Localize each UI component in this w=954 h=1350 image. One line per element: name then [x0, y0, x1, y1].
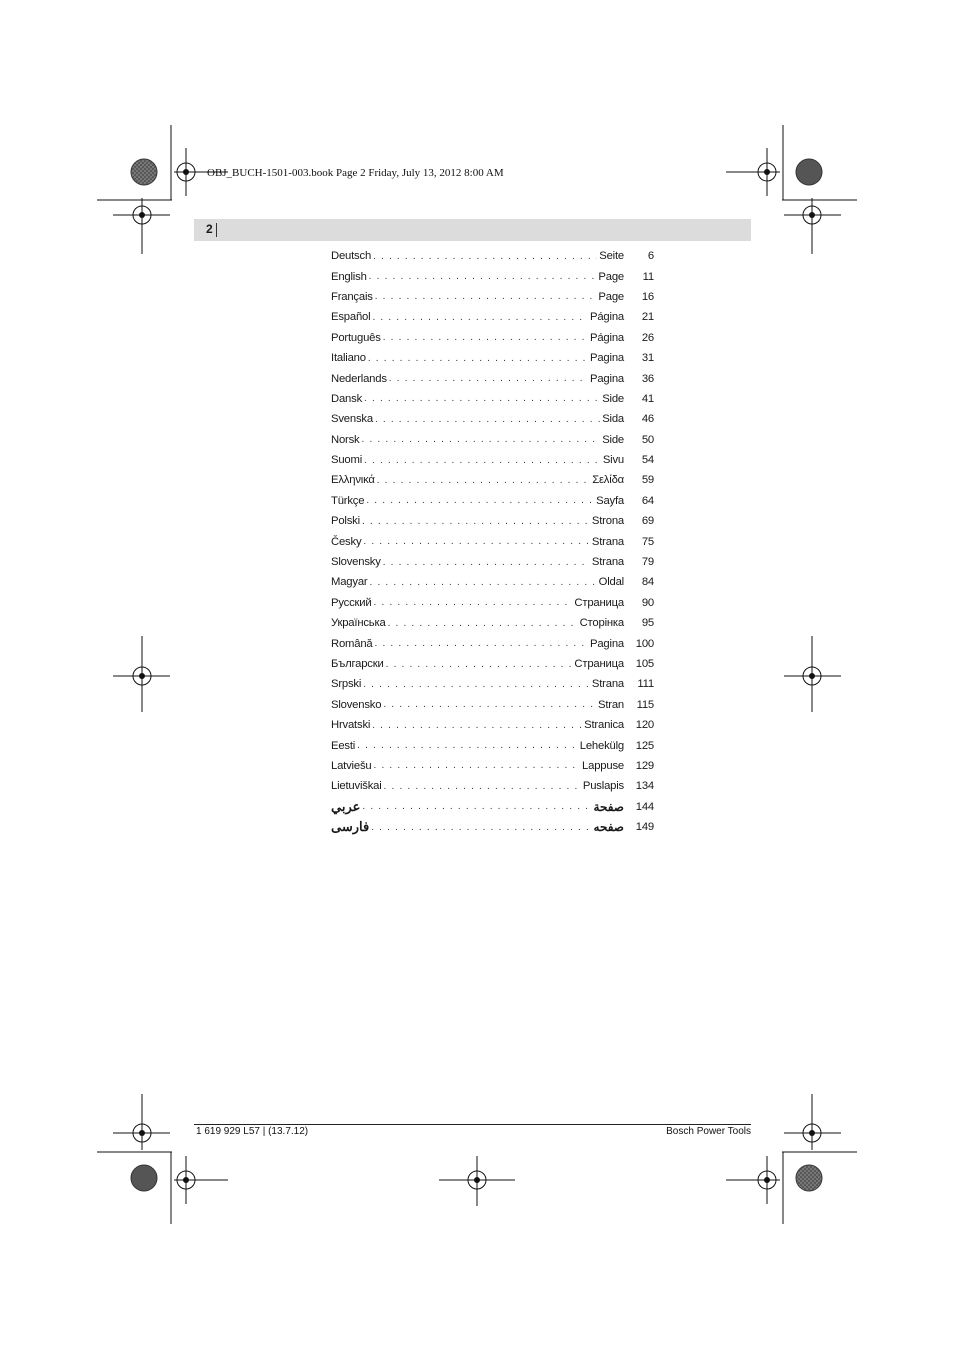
toc-leader-dots — [363, 679, 590, 690]
toc-row — [331, 266, 654, 286]
toc-row — [331, 613, 654, 633]
toc-page-word: Sida — [602, 413, 624, 426]
toc-language: Русский — [331, 596, 372, 609]
toc-page-word: Strana — [591, 678, 624, 691]
toc-row — [331, 572, 654, 592]
toc-leader-dots — [364, 393, 600, 404]
toc-page-word: Oldal — [598, 576, 624, 589]
toc-row — [331, 633, 654, 653]
toc-page-word: Страница — [574, 596, 624, 609]
toc-leader-dots — [363, 536, 590, 547]
toc-leader-dots — [372, 720, 582, 731]
toc-page-number: 41 — [641, 392, 654, 405]
toc-row — [331, 368, 654, 388]
toc-page-number: 75 — [641, 535, 654, 548]
toc-language: عربي — [331, 798, 361, 814]
toc-row — [331, 552, 654, 572]
toc-row — [331, 654, 654, 674]
toc-page-number: 16 — [641, 290, 654, 303]
toc-language: Latviešu — [331, 759, 372, 772]
toc-leader-dots — [388, 618, 578, 629]
toc-language: Dansk — [331, 392, 363, 405]
toc-language: Italiano — [331, 352, 366, 365]
toc-leader-dots — [371, 822, 591, 833]
toc-row — [331, 756, 654, 776]
toc-leader-dots — [372, 312, 588, 323]
toc-page-word: Sayfa — [596, 494, 624, 507]
toc-leader-dots — [383, 332, 588, 343]
toc-leader-dots — [383, 557, 590, 568]
toc-page-number: 95 — [641, 617, 654, 630]
toc-row — [331, 715, 654, 735]
toc-page-number: 129 — [635, 759, 654, 772]
footer-rule — [194, 1124, 751, 1125]
toc-row — [331, 450, 654, 470]
toc-page-word: صفحة — [593, 799, 624, 814]
toc-leader-dots — [384, 781, 581, 792]
toc-page-word: Página — [590, 331, 624, 344]
toc-leader-dots — [364, 455, 601, 466]
toc-page-number: 105 — [635, 658, 654, 670]
toc-language: Nederlands — [331, 372, 387, 385]
toc-page-word: Page — [598, 270, 624, 283]
toc-row — [331, 593, 654, 613]
toc-page-number: 90 — [641, 596, 654, 609]
toc-leader-dots — [362, 516, 590, 527]
toc-row — [331, 328, 654, 348]
toc-language: Français — [331, 290, 373, 303]
toc-page-word: Pagina — [590, 352, 624, 365]
toc-page-word: Pagina — [590, 637, 624, 650]
toc-leader-dots — [369, 271, 597, 282]
toc-page-number: 46 — [641, 413, 654, 426]
toc-leader-dots — [373, 251, 597, 262]
toc-page-number: 21 — [641, 311, 654, 324]
toc-language: Slovensky — [331, 556, 381, 569]
toc-page-number: 31 — [641, 352, 654, 365]
toc-row — [331, 287, 654, 307]
toc-language: Eesti — [331, 739, 356, 752]
toc-page-word: Sivu — [602, 454, 624, 467]
toc-page-number: 120 — [635, 719, 654, 732]
toc-page-number: 111 — [637, 678, 654, 691]
toc-page-number: 69 — [641, 515, 654, 528]
toc-page-word: Pagina — [590, 372, 624, 385]
toc-row — [331, 735, 654, 755]
toc-page-word: Página — [590, 311, 624, 324]
toc-language: Srpski — [331, 678, 362, 691]
toc-row — [331, 531, 654, 551]
toc-row — [331, 246, 654, 266]
toc-leader-dots — [362, 434, 601, 445]
toc-language: Hrvatski — [331, 719, 371, 732]
toc-page-word: Сторінка — [579, 617, 624, 630]
toc-language: Suomi — [331, 454, 363, 467]
toc-page-number: 115 — [636, 698, 654, 711]
toc-page-word: Seite — [599, 250, 624, 263]
toc-language: Español — [331, 311, 371, 324]
toc-page-word: Strana — [591, 556, 624, 569]
toc-page-number: 26 — [641, 331, 654, 344]
toc-language: Česky — [331, 535, 362, 548]
toc-language: Norsk — [331, 433, 360, 446]
toc-page-word: Page — [598, 290, 624, 303]
toc-page-word: Stranica — [584, 719, 624, 732]
toc-row — [331, 674, 654, 694]
toc-row — [331, 491, 654, 511]
toc-language: Polski — [331, 515, 360, 528]
toc-page-number: 64 — [641, 494, 654, 507]
toc-page-number: 134 — [635, 780, 654, 793]
toc-row — [331, 776, 654, 796]
toc-language: Lietuviškai — [331, 780, 382, 793]
toc-language: Português — [331, 331, 381, 344]
toc-language: Svenska — [331, 413, 373, 426]
toc-page-word: Lappuse — [582, 759, 624, 772]
toc-language: Română — [331, 637, 373, 650]
toc-page-word: Puslapis — [582, 780, 624, 793]
toc-page-number: 84 — [641, 576, 654, 589]
toc-row — [331, 470, 654, 490]
footer-part-number: 1 619 929 L57 | (13.7.12) — [196, 1126, 309, 1137]
table-of-contents — [331, 246, 654, 837]
toc-page-number: 59 — [641, 474, 654, 487]
footer-brand: Bosch Power Tools — [666, 1126, 751, 1137]
print-slug-line: OBJ_BUCH-1501-003.book Page 2 Friday, July 13, 2012 8:00 AM — [207, 167, 504, 179]
toc-page-word: Side — [602, 433, 624, 446]
toc-page-word: Lehekülg — [579, 739, 624, 752]
toc-row — [331, 389, 654, 409]
toc-row — [331, 511, 654, 531]
toc-page-word: صفحه — [593, 820, 624, 835]
toc-language: Türkçe — [331, 494, 365, 507]
toc-language: فارسی — [331, 819, 370, 835]
toc-leader-dots — [366, 495, 594, 506]
toc-leader-dots — [383, 699, 596, 710]
page-number: 2 — [206, 222, 213, 236]
toc-language: Български — [331, 658, 384, 670]
toc-leader-dots — [357, 740, 578, 751]
toc-row — [331, 797, 654, 817]
page-header-band — [194, 219, 751, 241]
toc-row — [331, 307, 654, 327]
toc-page-word: Σελίδα — [592, 474, 624, 487]
toc-leader-dots — [375, 291, 597, 302]
toc-page-word: Side — [602, 392, 624, 405]
toc-row — [331, 409, 654, 429]
toc-row — [331, 695, 654, 715]
toc-leader-dots — [362, 801, 591, 812]
toc-language: Deutsch — [331, 250, 372, 263]
toc-page-number: 50 — [641, 433, 654, 446]
toc-leader-dots — [368, 353, 588, 364]
toc-leader-dots — [386, 659, 573, 670]
toc-language: English — [331, 270, 367, 283]
toc-page-number: 36 — [641, 372, 654, 385]
toc-page-number: 6 — [647, 250, 654, 263]
toc-page-number: 100 — [635, 637, 654, 650]
toc-page-word: Stran — [597, 698, 624, 711]
toc-page-number: 144 — [635, 800, 654, 813]
toc-page-word: Strona — [591, 515, 624, 528]
header-divider — [216, 223, 217, 237]
toc-page-number: 125 — [635, 739, 654, 752]
toc-leader-dots — [389, 373, 588, 384]
toc-language: Українська — [331, 617, 386, 630]
toc-leader-dots — [374, 597, 573, 608]
toc-language: Slovensko — [331, 698, 382, 711]
toc-language: Ελληνικά — [331, 474, 375, 487]
toc-leader-dots — [375, 414, 600, 425]
toc-language: Magyar — [331, 576, 368, 589]
toc-row — [331, 817, 654, 837]
toc-page-number: 79 — [641, 556, 654, 569]
toc-page-number: 11 — [642, 270, 654, 283]
toc-page-number: 149 — [635, 821, 654, 834]
toc-page-number: 54 — [641, 454, 654, 467]
toc-leader-dots — [369, 577, 596, 588]
toc-leader-dots — [375, 638, 589, 649]
toc-row — [331, 348, 654, 368]
toc-row — [331, 430, 654, 450]
toc-page-word: Страница — [574, 658, 624, 670]
toc-leader-dots — [373, 760, 580, 771]
toc-leader-dots — [377, 475, 590, 486]
toc-page-word: Strana — [591, 535, 624, 548]
